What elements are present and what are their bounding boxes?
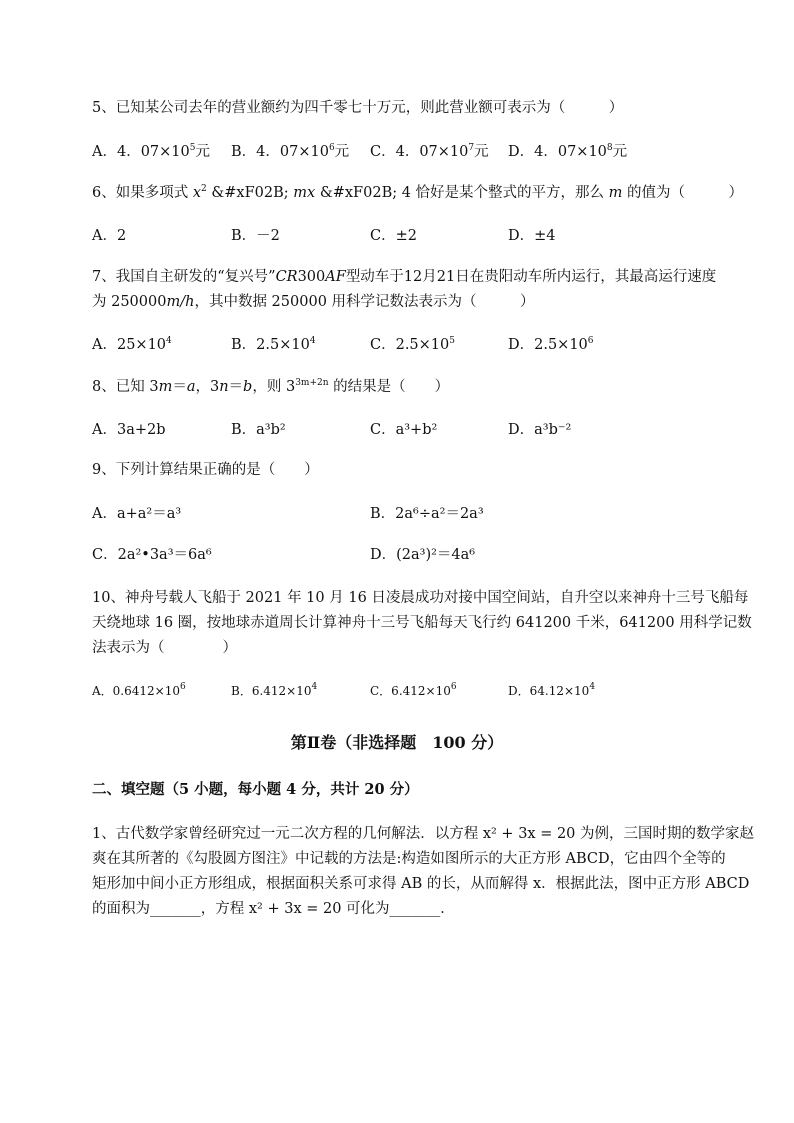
q10-option-d[interactable]: D．$64.12\times 10^4$	[508, 682, 596, 698]
q10-option-a[interactable]: A．$0.6412\times 10^6$	[92, 682, 186, 698]
q5-option-c[interactable]: C．4．$07\times 10^7$元	[370, 143, 489, 160]
q5-option-d[interactable]: D．4．$07\times 10^8$元	[508, 143, 628, 160]
q6-option-b[interactable]: B．－2	[231, 228, 280, 244]
fill-question-1-line-3: 矩形加中间小正方形组成，根据面积关系可求得 AB 的长，从而解得 x．根据此法，图中正方形 ABCD	[92, 876, 750, 892]
part-2-title: 第Ⅱ卷（非选择题 100 分）	[290, 733, 504, 752]
question-9-stem: 9、下列计算结果正确的是（ ）	[92, 462, 319, 478]
question-8-stem: 8、已知 3m＝a，3n＝b，则 $3^{3m+2n}$ 的结果是（ ）	[92, 378, 450, 395]
fill-question-1-line-4: 的面积为_______，方程 x² + 3x = 20 可化为_______．	[92, 901, 455, 917]
q7-option-b[interactable]: B．$2.5\times 10^4$	[231, 336, 316, 353]
q9-option-c[interactable]: C．2a²•3a³＝6a⁶	[92, 547, 212, 563]
question-10-line-3: 法表示为（ ）	[92, 640, 237, 656]
q8-option-c[interactable]: C．a³+b²	[370, 422, 438, 438]
q8-option-a[interactable]: A．3a+2b	[92, 422, 166, 438]
q10-option-c[interactable]: C．$6.412\times 10^6$	[370, 682, 457, 698]
question-6-stem: 6、如果多项式 $x^2$ &#xF02B; mx &#xF02B; 4 恰好是某个整式的平方，那么 m 的值为（ ）	[92, 184, 744, 201]
question-5-stem: 5、已知某公司去年的营业额约为四千零七十万元，则此营业额可表示为（ ）	[92, 100, 624, 116]
q9-option-d[interactable]: D．(2a³)²＝4a⁶	[370, 547, 476, 563]
question-7-line-1: 7、我国自主研发的“复兴号”CR300AF型动车于12月21日在贵阳动车所内运行，其最高运行速度	[92, 269, 717, 285]
q7-option-d[interactable]: D．$2.5\times 10^6$	[508, 336, 594, 353]
q7-option-a[interactable]: A．$25\times 10^4$	[92, 336, 172, 353]
question-10-line-1: 10、神舟号载人飞船于 2021 年 10 月 16 日凌晨成功对接中国空间站，自升空以来神舟十三号飞船每	[92, 590, 749, 606]
q10-option-b[interactable]: B．$6.412\times 10^4$	[231, 682, 318, 698]
q6-option-c[interactable]: C．±2	[370, 228, 417, 244]
q8-option-d[interactable]: D．a³b⁻²	[508, 422, 572, 438]
q9-option-a[interactable]: A．a+a²＝a³	[92, 506, 182, 522]
q7-option-c[interactable]: C．$2.5\times 10^5$	[370, 336, 455, 353]
q5-option-a[interactable]: A．4．$07\times 10^5$元	[92, 143, 210, 160]
question-7-line-2: 为 250000m/h，其中数据 250000 用科学记数法表示为（ ）	[92, 294, 535, 310]
q6-option-a[interactable]: A．2	[92, 228, 127, 244]
q8-option-b[interactable]: B．a³b²	[231, 422, 286, 438]
q9-option-b[interactable]: B．2a⁶÷a²＝2a³	[370, 506, 484, 522]
fill-question-1-line-2: 爽在其所著的《勾股圆方图注》中记载的方法是:构造如图所示的大正方形 ABCD，它由四个全等的	[92, 851, 726, 867]
fill-question-1-line-1: 1、古代数学家曾经研究过一元二次方程的几何解法．以方程 x² + 3x = 20 为例，三国时期的数学家赵	[92, 826, 755, 842]
q5-option-b[interactable]: B．4．$07\times 10^6$元	[231, 143, 350, 160]
q6-option-d[interactable]: D．±4	[508, 228, 556, 244]
fill-in-section-title: 二、填空题（5 小题，每小题 4 分，共计 20 分）	[92, 781, 419, 798]
question-10-line-2: 天绕地球 16 圈，按地球赤道周长计算神舟十三号飞船每天飞行约 641200 千米，641200 用科学记数	[92, 615, 752, 631]
